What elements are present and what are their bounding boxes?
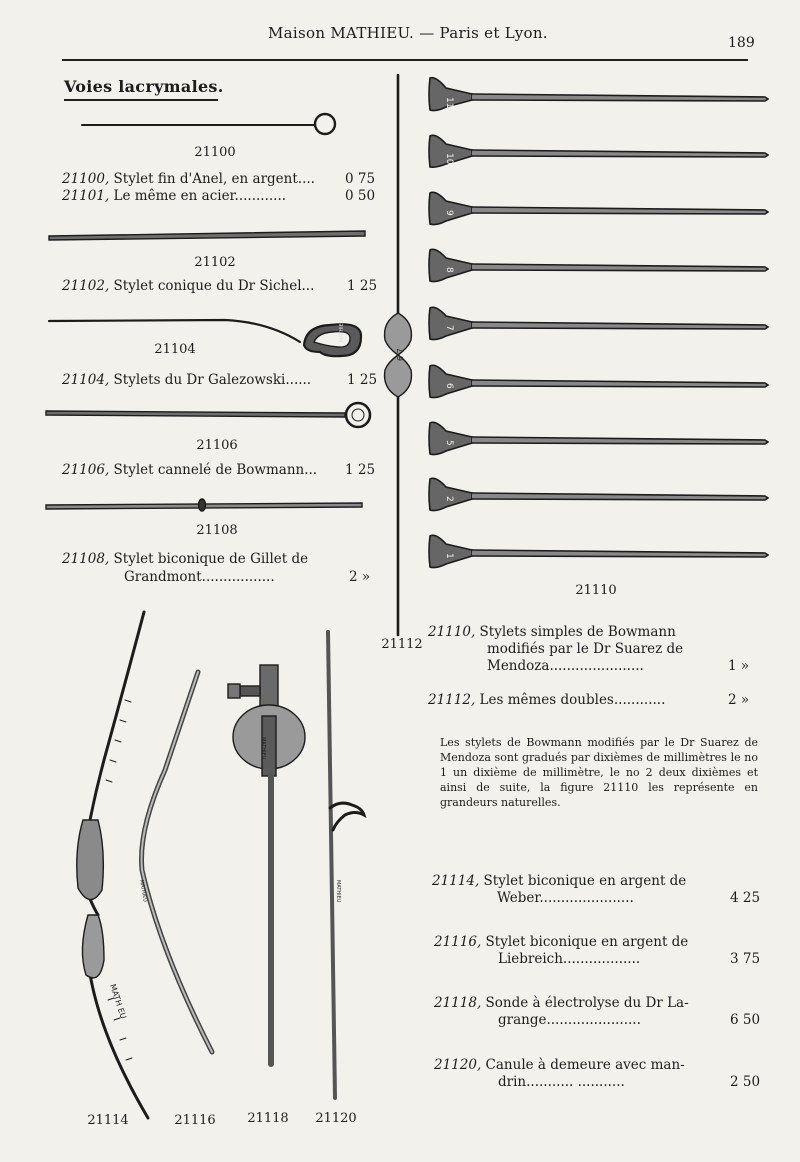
- entry-21101: [62, 188, 286, 204]
- entry-21102: [62, 278, 314, 294]
- gauge-1: 1: [444, 553, 454, 559]
- electrolysis-probe-drawing: [228, 665, 305, 1064]
- entry-21110-line3: Mendoza......................: [487, 658, 644, 674]
- entry-price: 3 75: [730, 951, 761, 967]
- entry-price: 0 50: [345, 188, 376, 204]
- disc-engraving: MATHIEU: [260, 737, 266, 760]
- entry-text: Stylet biconique en argent de: [483, 873, 687, 889]
- entry-text: Stylets du Dr Galezowski......: [113, 372, 312, 388]
- figure-label-21108: 21108: [196, 523, 238, 538]
- entry-text: Canule à demeure avec man-: [485, 1057, 685, 1073]
- double-stylet-engraving: 6 7: [396, 348, 405, 361]
- gauge-5: 5: [444, 440, 454, 446]
- entry-price: 1 »: [728, 658, 750, 674]
- entry-price: 2 »: [349, 569, 371, 585]
- entry-21114: [432, 873, 686, 889]
- entry-21110-line2: modifiés par le Dr Suarez de: [487, 641, 684, 657]
- entry-21114-line2: Weber......................: [497, 890, 634, 906]
- gauge-7: 7: [444, 325, 454, 331]
- entry-code: 21114,: [432, 873, 480, 889]
- entry-21112: [428, 692, 665, 708]
- entry-text: Stylet conique du Dr Sichel...: [113, 278, 315, 294]
- entry-price: 6 50: [730, 1012, 761, 1028]
- entry-price: 1 25: [347, 372, 378, 388]
- entry-21108-line2: Grandmont.................: [124, 569, 275, 585]
- fine-stylet-drawing: [82, 114, 335, 134]
- entry-code: 21110,: [428, 624, 476, 640]
- entry-text: Stylet biconique en argent de: [485, 934, 689, 950]
- running-head: Maison MATHIEU. — Paris et Lyon.: [268, 24, 548, 42]
- entry-21118-line2: grange......................: [498, 1012, 641, 1028]
- entry-price: 4 25: [730, 890, 761, 906]
- figure-label-21112: 21112: [381, 637, 423, 652]
- entry-text: Le même en acier............: [113, 188, 287, 204]
- figure-label-21118: 21118: [247, 1111, 289, 1126]
- figure-label-21116: 21116: [174, 1113, 216, 1128]
- liebreich-stylet-drawing: [141, 672, 212, 1052]
- entry-code: 21112,: [428, 692, 476, 708]
- entry-code: 21106,: [62, 462, 110, 478]
- page-number: 189: [728, 35, 755, 51]
- entry-21118: [434, 995, 689, 1011]
- figure-label-21120: 21120: [315, 1111, 357, 1126]
- entry-text: Stylet cannelé de Bowmann...: [113, 462, 318, 478]
- entry-price: 1 25: [345, 462, 376, 478]
- liebreich-engraving: MATHIEU: [138, 879, 148, 903]
- figure-label-21106: 21106: [196, 438, 238, 453]
- entry-21116: [434, 934, 688, 950]
- entry-code: 21104,: [62, 372, 110, 388]
- entry-code: 21101,: [62, 188, 110, 204]
- bowmann-note: Les stylets de Bowmann modifiés par le Dr Suarez de Mendoza sont gradués par dixièmes de millimètres le no 1 un dixième de millimètre, le no 2 deux dixièmes et ainsi de suite, la figure 21110 les représente en grandeurs naturelles.: [440, 736, 758, 809]
- entry-text: Sonde à électrolyse du Dr La-: [485, 995, 689, 1011]
- entry-price: 2 50: [730, 1074, 761, 1090]
- conical-stylet-drawing: [49, 231, 365, 240]
- entry-code: 21118,: [434, 995, 482, 1011]
- entry-text: Stylet biconique de Gillet de: [113, 551, 309, 567]
- figure-label-21114: 21114: [87, 1113, 129, 1128]
- gauge-10: 10: [444, 153, 454, 165]
- entry-21116-line2: Liebreich..................: [498, 951, 641, 967]
- figure-label-21102: 21102: [194, 255, 236, 270]
- entry-text: Les mêmes doubles............: [479, 692, 666, 708]
- entry-code: 21102,: [62, 278, 110, 294]
- entry-price: 0 75: [345, 171, 376, 187]
- entry-21104: [62, 372, 311, 388]
- entry-21108: [62, 551, 308, 567]
- entry-text: Stylets simples de Bowmann: [479, 624, 676, 640]
- entry-code: 21108,: [62, 551, 110, 567]
- figure-label-21104: 21104: [154, 342, 196, 357]
- gauge-11: 11: [444, 97, 454, 109]
- entry-text: Stylet fin d'Anel, en argent....: [113, 171, 315, 187]
- figure-label-21110: 21110: [575, 583, 617, 598]
- entry-code: 21100,: [62, 171, 110, 187]
- entry-code: 21116,: [434, 934, 482, 950]
- entry-price: 1 25: [347, 278, 378, 294]
- gauge-9: 9: [444, 210, 454, 216]
- entry-21100: [62, 171, 315, 187]
- biconic-gillet-stylet-drawing: [46, 499, 362, 511]
- entry-21120: [434, 1057, 685, 1073]
- gauge-2: 2: [444, 496, 454, 502]
- entry-21110: [428, 624, 676, 640]
- entry-code: 21120,: [434, 1057, 482, 1073]
- gauge-8: 8: [444, 267, 454, 273]
- canula-drawing: [328, 632, 364, 1098]
- galezowski-engraving: MATHIEU: [339, 319, 345, 342]
- canula-engraving: MATHIEU: [335, 880, 341, 903]
- section-title: Voies lacrymales.: [64, 77, 224, 96]
- weber-stylet-drawing: [77, 612, 148, 1118]
- weber-engraving: MATH EU: [108, 982, 128, 1020]
- figure-label-21100: 21100: [194, 145, 236, 160]
- entry-21106: [62, 462, 317, 478]
- bowmann-simple-stylets-drawing: [429, 78, 768, 568]
- entry-21120-line2: drin........... ...........: [498, 1074, 625, 1090]
- entry-price: 2 »: [728, 692, 750, 708]
- bowmann-grooved-stylet-drawing: [46, 403, 370, 427]
- gauge-6: 6: [444, 383, 454, 389]
